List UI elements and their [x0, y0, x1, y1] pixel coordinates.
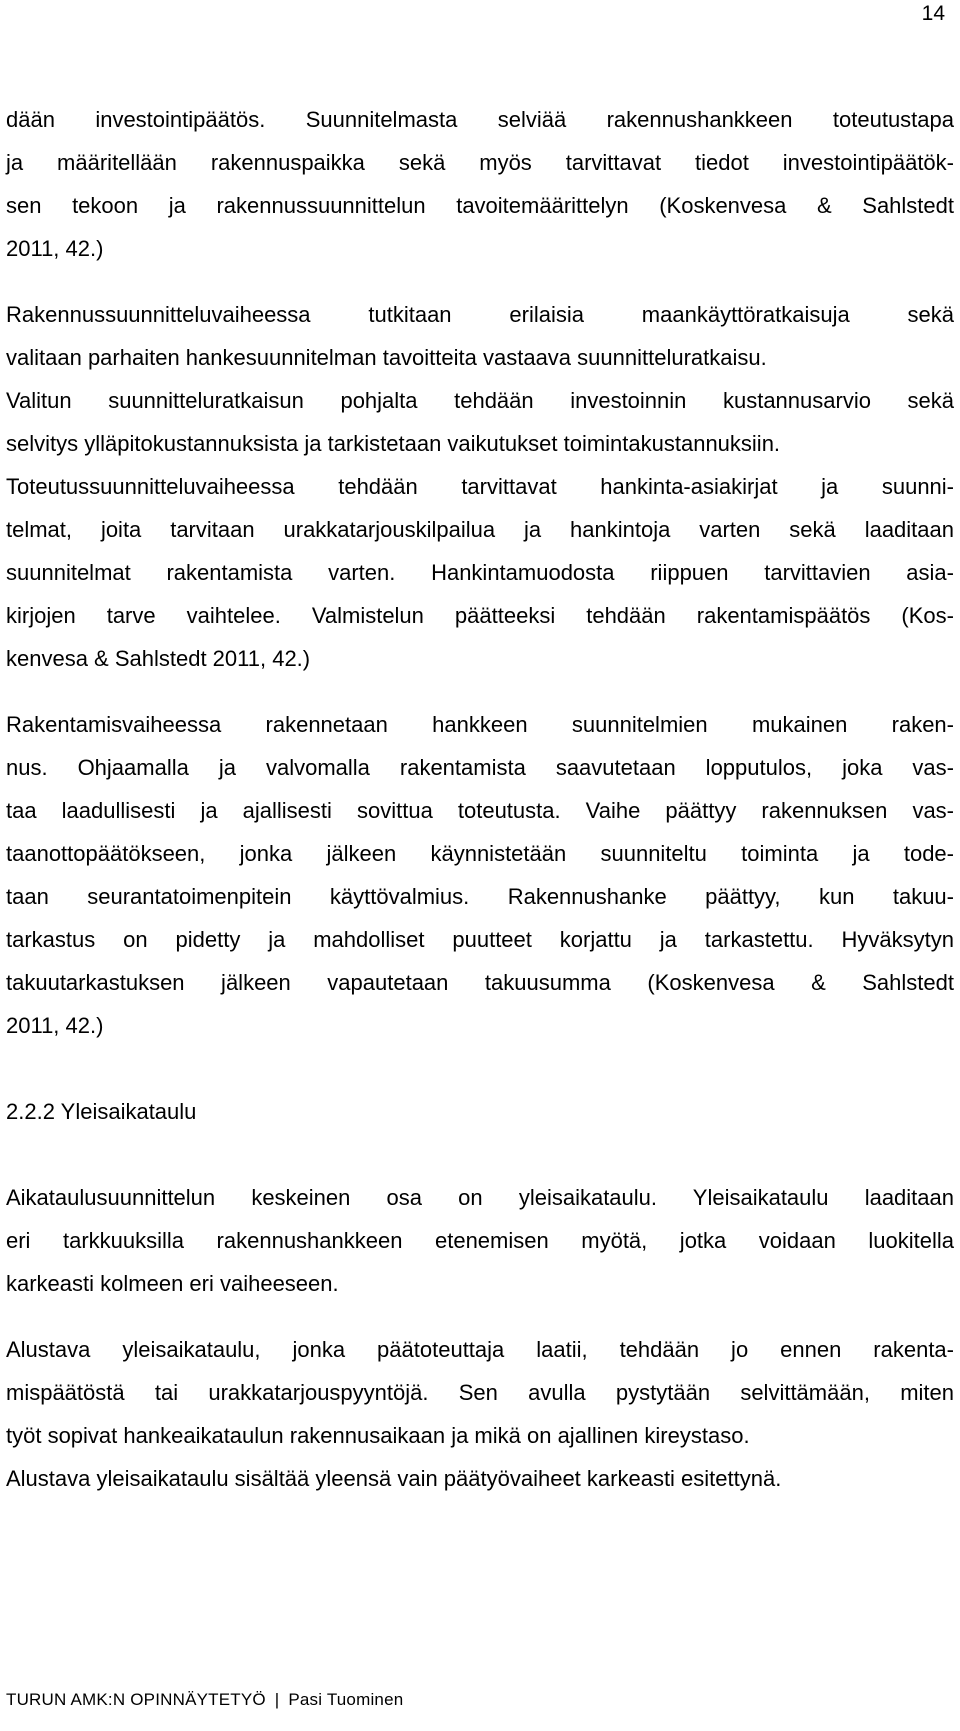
text-line: kenvesa & Sahlstedt 2011, 42.) [6, 646, 311, 671]
text-line: työt sopivat hankeaikataulun rakennusaikaan ja mikä on ajallinen kireystaso. [6, 1423, 750, 1448]
text-line: dään investointipäätös. Suunnitelmasta selviää rakennushankkeen toteutustapa [6, 107, 954, 132]
footer-author: Pasi Tuominen [288, 1690, 404, 1709]
text-line: tarkastus on pidetty ja mahdolliset puutteet korjattu ja tarkastettu. Hyväksytyn [6, 927, 954, 952]
text-line: Toteutussuunnitteluvaiheessa tehdään tarvittavat hankinta-asiakirjat ja suunni- [6, 474, 954, 499]
paragraph-2 [6, 293, 954, 680]
footer-separator: | [274, 1690, 280, 1709]
text-line: Rakentamisvaiheessa rakennetaan hankkeen suunnitelmien mukainen raken- [6, 712, 954, 737]
text-line: sen tekoon ja rakennussuunnittelun tavoitemäärittelyn (Koskenvesa & Sahlstedt [6, 193, 954, 218]
text-line: Valitun suunnitteluratkaisun pohjalta tehdään investoinnin kustannusarvio sekä [6, 388, 954, 413]
text-line: 2011, 42.) [6, 1013, 104, 1038]
text-line: suunnitelmat rakentamista varten. Hankintamuodosta riippuen tarvittavien asia- [6, 560, 954, 585]
text-line: eri tarkkuuksilla rakennushankkeen etenemisen myötä, jotka voidaan luokitella [6, 1228, 954, 1253]
page-number: 14 [921, 2, 945, 25]
text-line: taanottopäätökseen, jonka jälkeen käynnistetään suunniteltu toiminta ja tode- [6, 841, 954, 866]
text-line: kirjojen tarve vaihtelee. Valmistelun päätteeksi tehdään rakentamispäätös (Kos- [6, 603, 954, 628]
footer-institution: TURUN AMK:N OPINNÄYTETYÖ [6, 1690, 266, 1709]
paragraph-3 [6, 703, 954, 1047]
document-body [6, 98, 954, 1500]
text-line: mispäätöstä tai urakkatarjouspyyntöjä. Sen avulla pystytään selvittämään, miten [6, 1380, 954, 1405]
text-line: 2011, 42.) [6, 236, 104, 261]
text-line: karkeasti kolmeen eri vaiheeseen. [6, 1271, 339, 1296]
text-line: takuutarkastuksen jälkeen vapautetaan takuusumma (Koskenvesa & Sahlstedt [6, 970, 954, 995]
text-line: Alustava yleisaikataulu sisältää yleensä vain päätyövaiheet karkeasti esitettynä. [6, 1466, 782, 1491]
text-line: taan seurantatoimenpitein käyttövalmius. Rakennushanke päättyy, kun takuu- [6, 884, 954, 909]
text-line: valitaan parhaiten hankesuunnitelman tavoitteita vastaava suunnitteluratkaisu. [6, 345, 767, 370]
text-line: nus. Ohjaamalla ja valvomalla rakentamista saavutetaan lopputulos, joka vas- [6, 755, 954, 780]
page-footer [6, 1690, 403, 1710]
text-line: selvitys ylläpitokustannuksista ja tarkistetaan vaikutukset toimintakustannuksiin. [6, 431, 781, 456]
text-line: telmat, joita tarvitaan urakkatarjouskilpailua ja hankintoja varten sekä laaditaan [6, 517, 954, 542]
text-line: Aikataulusuunnittelun keskeinen osa on yleisaikataulu. Yleisaikataulu laaditaan [6, 1185, 954, 1210]
text-line: taa laadullisesti ja ajallisesti sovittua toteutusta. Vaihe päättyy rakennuksen vas- [6, 798, 954, 823]
paragraph-4 [6, 1176, 954, 1305]
section-heading: 2.2.2 Yleisaikataulu [6, 1099, 197, 1124]
text-line: Rakennussuunnitteluvaiheessa tutkitaan erilaisia maankäyttöratkaisuja sekä [6, 302, 954, 327]
text-line: Alustava yleisaikataulu, jonka päätoteuttaja laatii, tehdään jo ennen rakenta- [6, 1337, 954, 1362]
paragraph-5 [6, 1328, 954, 1500]
paragraph-1 [6, 98, 954, 270]
text-line: ja määritellään rakennuspaikka sekä myös tarvittavat tiedot investointipäätök- [6, 150, 954, 175]
